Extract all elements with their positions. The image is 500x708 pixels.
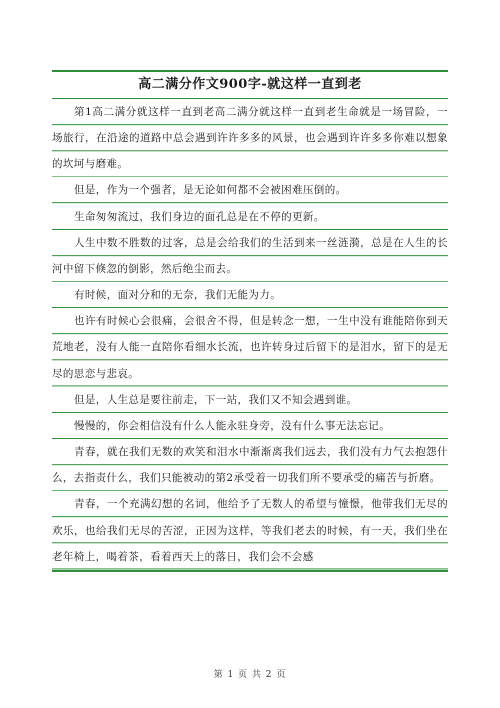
paragraph: 慢慢的，你会相信没有什么人能永驻身旁，没有什么事无法忘记。	[52, 413, 448, 439]
paragraph: 第1高二满分就这样一直到老高二满分就这样一直到老生命就是一场冒险，一场旅行，在沿途的道路中总会遇到许许多多的风景，也会遇到许许多多你难以想象的坎坷与磨难。	[52, 99, 448, 177]
document-sheet	[52, 70, 448, 572]
paragraph: 但是，作为一个强者，是无论如何都不会被困难压倒的。	[52, 177, 448, 203]
page-number: 第 1 页 共 2 页	[213, 670, 287, 680]
document-body	[52, 99, 448, 570]
document-title: 高二满分作文900字-就这样一直到老	[52, 72, 448, 99]
paragraph: 但是，人生总是要往前走，下一站，我们又不知会遇到谁。	[52, 387, 448, 413]
paragraph: 青春，一个充满幻想的名词，他给予了无数人的希望与憧憬，他带我们无尽的欢乐，也给我们无尽的苦涩，正因为这样，等我们老去的时候，有一天，我们坐在老年椅上，喝着茶，看着西天上的落日，我们会不会感	[52, 491, 448, 569]
paragraph: 青春，就在我们无数的欢笑和泪水中渐渐离我们远去，我们没有力气去抱怨什么，去指责什么，我们只能被动的第2承受着一切我们所不要承受的痛苦与折磨。	[52, 439, 448, 491]
paragraph: 有时候，面对分和的无奈，我们无能为力。	[52, 282, 448, 308]
paragraph: 人生中数不胜数的过客，总是会给我们的生活到来一丝涟漪，总是在人生的长河中留下倏忽的倒影，然后绝尘而去。	[52, 230, 448, 282]
paragraph: 生命匆匆流过，我们身边的面孔总是在不停的更新。	[52, 204, 448, 230]
paragraph: 也许有时候心会很痛，会很舍不得，但是转念一想，一生中没有谁能陪你到天荒地老，没有人能一直陪你看细水长流，也许转身过后留下的是泪水，留下的是无尽的思恋与悲哀。	[52, 308, 448, 386]
